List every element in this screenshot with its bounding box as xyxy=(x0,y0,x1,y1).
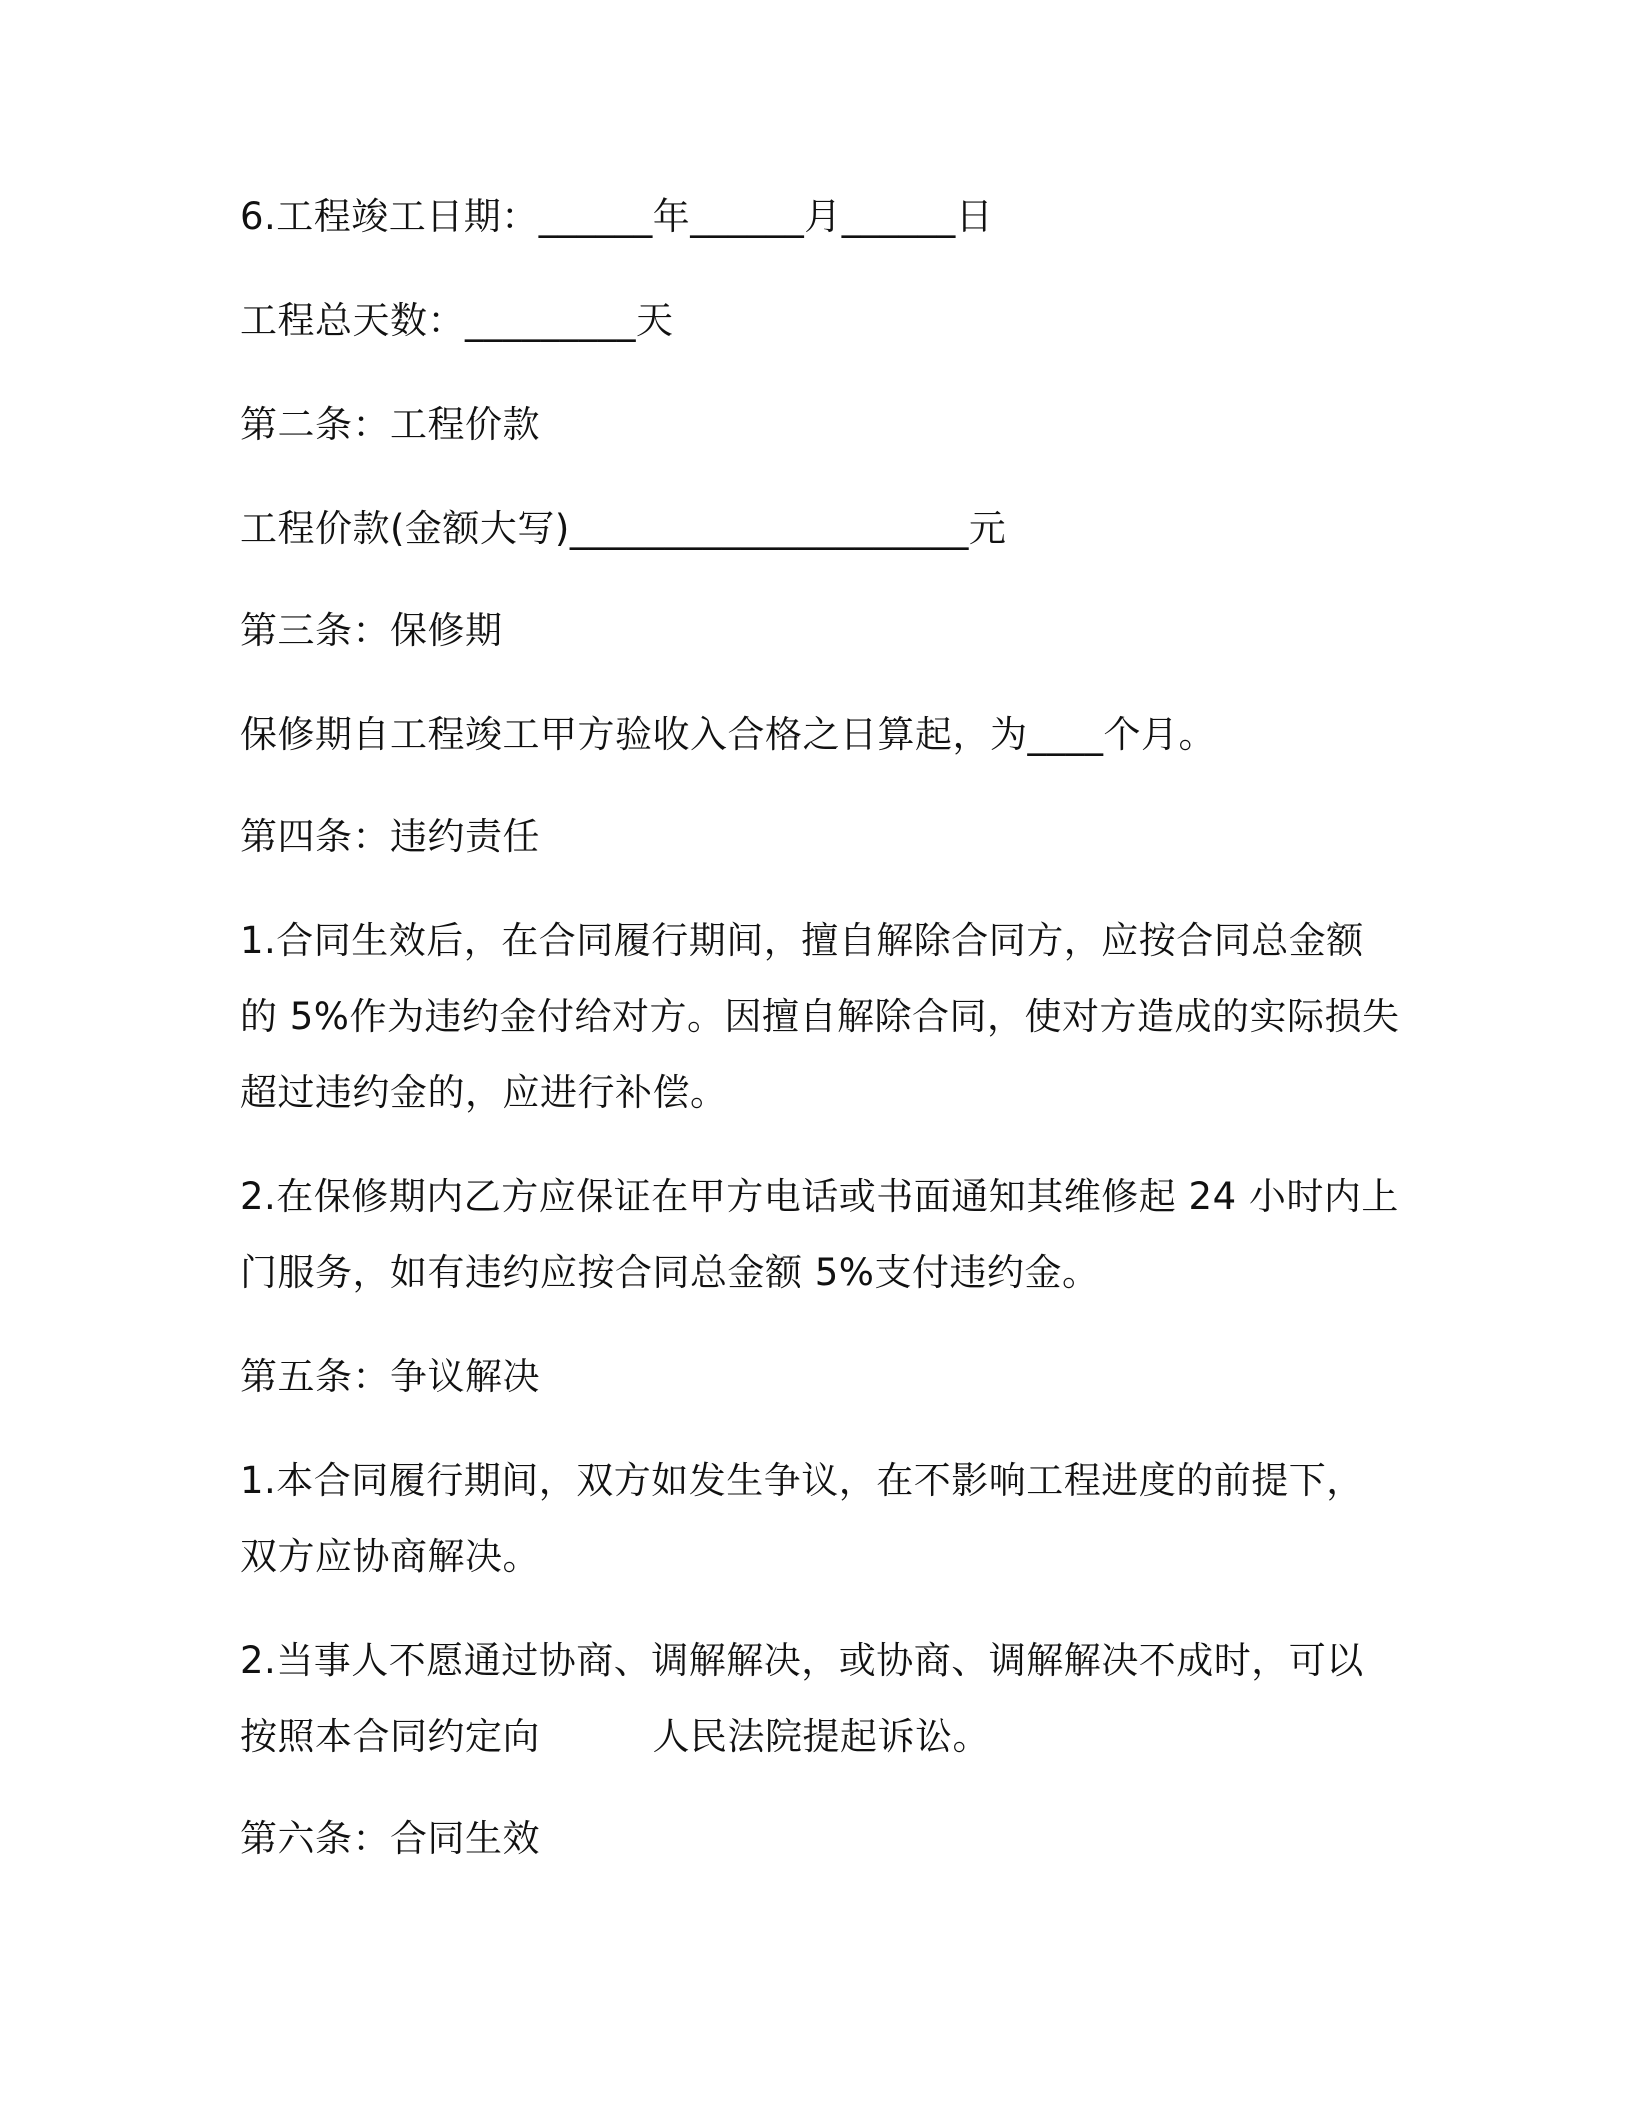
breach-clause-2-line-2: 门服务，如有违约应按合同总金额 5%支付违约金。 xyxy=(240,1251,1100,1294)
breach-clause-1-line-2: 的 5%作为违约金付给对方。因擅自解除合同，使对方造成的实际损失 xyxy=(240,995,1400,1038)
dispute-clause-2-line-2: 按照本合同约定向 人民法院提起诉讼。 xyxy=(240,1715,990,1758)
total-days-line: 工程总天数：_________天 xyxy=(240,299,674,342)
dispute-clause-2-line-1: 2.当事人不愿通过协商、调解解决，或协商、调解解决不成时，可以 xyxy=(240,1639,1364,1682)
article-2-heading: 第二条：工程价款 xyxy=(240,403,540,446)
breach-clause-1-line-1: 1.合同生效后，在合同履行期间，擅自解除合同方，应按合同总金额 xyxy=(240,919,1364,962)
article-4-heading: 第四条：违约责任 xyxy=(240,815,540,858)
article-3-heading: 第三条：保修期 xyxy=(240,609,503,652)
warranty-line: 保修期自工程竣工甲方验收入合格之日算起，为____个月。 xyxy=(240,713,1216,756)
article-5-heading: 第五条：争议解决 xyxy=(240,1355,540,1398)
breach-clause-2-line-1: 2.在保修期内乙方应保证在甲方电话或书面通知其维修起 24 小时内上 xyxy=(240,1175,1399,1218)
completion-date-line: 6.工程竣工日期：______年______月______日 xyxy=(240,195,994,238)
article-6-heading: 第六条：合同生效 xyxy=(240,1817,540,1860)
dispute-clause-1-line-1: 1.本合同履行期间，双方如发生争议，在不影响工程进度的前提下， xyxy=(240,1459,1364,1502)
breach-clause-1-line-3: 超过违约金的，应进行补偿。 xyxy=(240,1071,728,1114)
price-line: 工程价款(金额大写)_____________________元 xyxy=(240,507,1007,550)
dispute-clause-1-line-2: 双方应协商解决。 xyxy=(240,1535,540,1578)
